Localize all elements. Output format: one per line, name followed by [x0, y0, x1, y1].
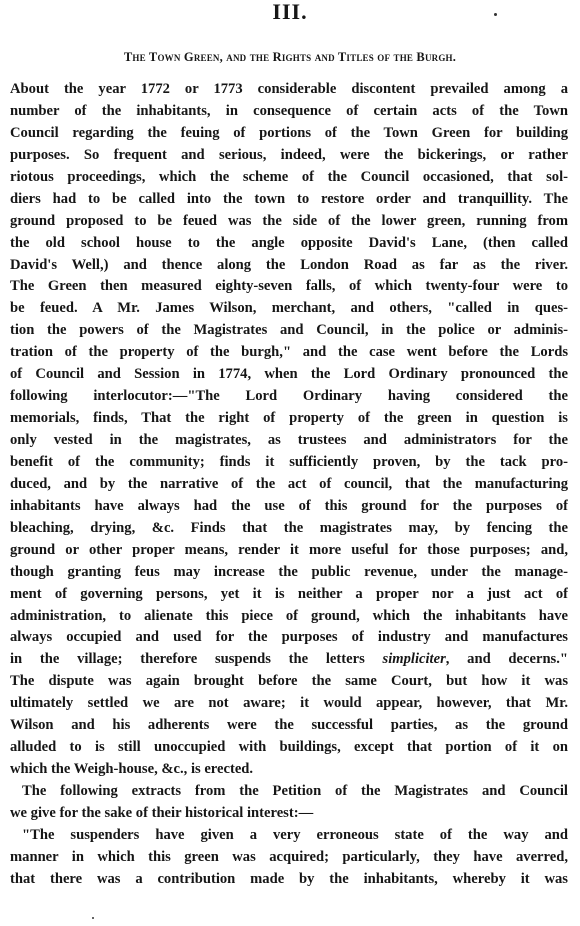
- text-line: which the Weigh-house, &c., is erected.: [10, 761, 254, 778]
- text-line: we give for the sake of their historical interest:—: [10, 804, 314, 821]
- text-line: ground proposed to be feued was the side of the lower green, running from: [10, 212, 568, 229]
- text-line: Wilson and his adherents were the successful parties, as the ground: [10, 717, 568, 734]
- text-line: bleaching, drying, &c. Finds that the magistrates may, by fencing the: [10, 519, 568, 536]
- text-line: ment of governing persons, yet it is neither a proper nor a just act of: [10, 585, 568, 602]
- text-line: of Council and Session in 1774, when the Lord Ordinary pronounced the: [10, 366, 568, 383]
- text-line: About the year 1772 or 1773 considerable discontent prevailed among a: [10, 81, 568, 97]
- text-line: manner in which this green was acquired; particularly, they have averred,: [10, 848, 568, 865]
- text-line: inhabitants have always had the use of this ground for the purposes of: [10, 497, 568, 514]
- chapter-title: The Town Green, and the Rights and Titles of the Burgh.: [123, 50, 457, 64]
- text-line: duced, and by the narrative of the act of council, that the manufacturing: [10, 475, 568, 492]
- text-line: ultimately settled we are not aware; it would appear, however, that Mr.: [10, 695, 568, 712]
- text-line: David's Well,) and thence along the London Road as far as the river.: [10, 256, 568, 273]
- body-text: [10, 79, 568, 891]
- text-line: The Green then measured eighty-seven falls, of which twenty-four were to: [10, 278, 568, 295]
- italic-word: simpliciter: [382, 651, 446, 668]
- text-line: riotous proceedings, which the scheme of the Council occasioned, that sol-: [10, 168, 568, 185]
- text-line: purposes. So frequent and serious, indeed, were the bickerings, or rather: [10, 146, 568, 163]
- text-line: ground or other proper means, render it more useful for those purposes; and,: [10, 541, 568, 558]
- text-line: benefit of the community; finds it sufficiently proven, by the tack pro-: [10, 453, 568, 470]
- chapter-number: III.: [272, 0, 308, 24]
- text-line: only vested in the magistrates, as trustees and administrators for the: [10, 432, 568, 448]
- print-speck: [494, 13, 497, 16]
- print-speck: [92, 917, 94, 919]
- text-fragment: in the village; therefore suspends the letters: [10, 651, 365, 668]
- text-line: The following extracts from the Petition of the Magistrates and Council: [22, 783, 568, 799]
- text-line: following interlocutor:—"The Lord Ordinary having considered the: [10, 388, 568, 405]
- text-line-with-italic: [10, 649, 568, 671]
- text-line: alluded to is still unoccupied with buildings, except that portion of it on: [10, 739, 568, 756]
- text-line: be feued. A Mr. James Wilson, merchant, and others, "called in ques-: [10, 300, 568, 317]
- text-line: tration of the property of the burgh," and the case went before the Lords: [10, 344, 568, 361]
- text-line: that there was a contribution made by the inhabitants, whereby it was: [10, 870, 568, 887]
- text-line: always occupied and used for the purposes of industry and manufactures: [10, 629, 568, 646]
- text-line: The dispute was again brought before the same Court, but how it was: [10, 673, 568, 690]
- text-line: "The suspenders have given a very erroneous state of the way and: [22, 826, 568, 843]
- text-fragment: , and decerns.": [445, 651, 568, 668]
- text-line: administration, to alienate this piece of ground, which the inhabitants have: [10, 607, 568, 624]
- text-line: though granting feus may increase the public revenue, under the manage-: [10, 563, 568, 580]
- text-line: Council regarding the feuing of portions of the Town Green for building: [10, 124, 568, 141]
- text-line: tion the powers of the Magistrates and Council, in the police or adminis-: [10, 322, 568, 339]
- text-line: diers had to be called into the town to restore order and tranquillity. The: [10, 190, 568, 207]
- text-line: the old school house to the angle opposite David's Lane, (then called: [10, 234, 568, 251]
- text-line: number of the inhabitants, in consequence of certain acts of the Town: [10, 102, 568, 119]
- text-line: memorials, finds, That the right of property of the green in question is: [10, 410, 568, 427]
